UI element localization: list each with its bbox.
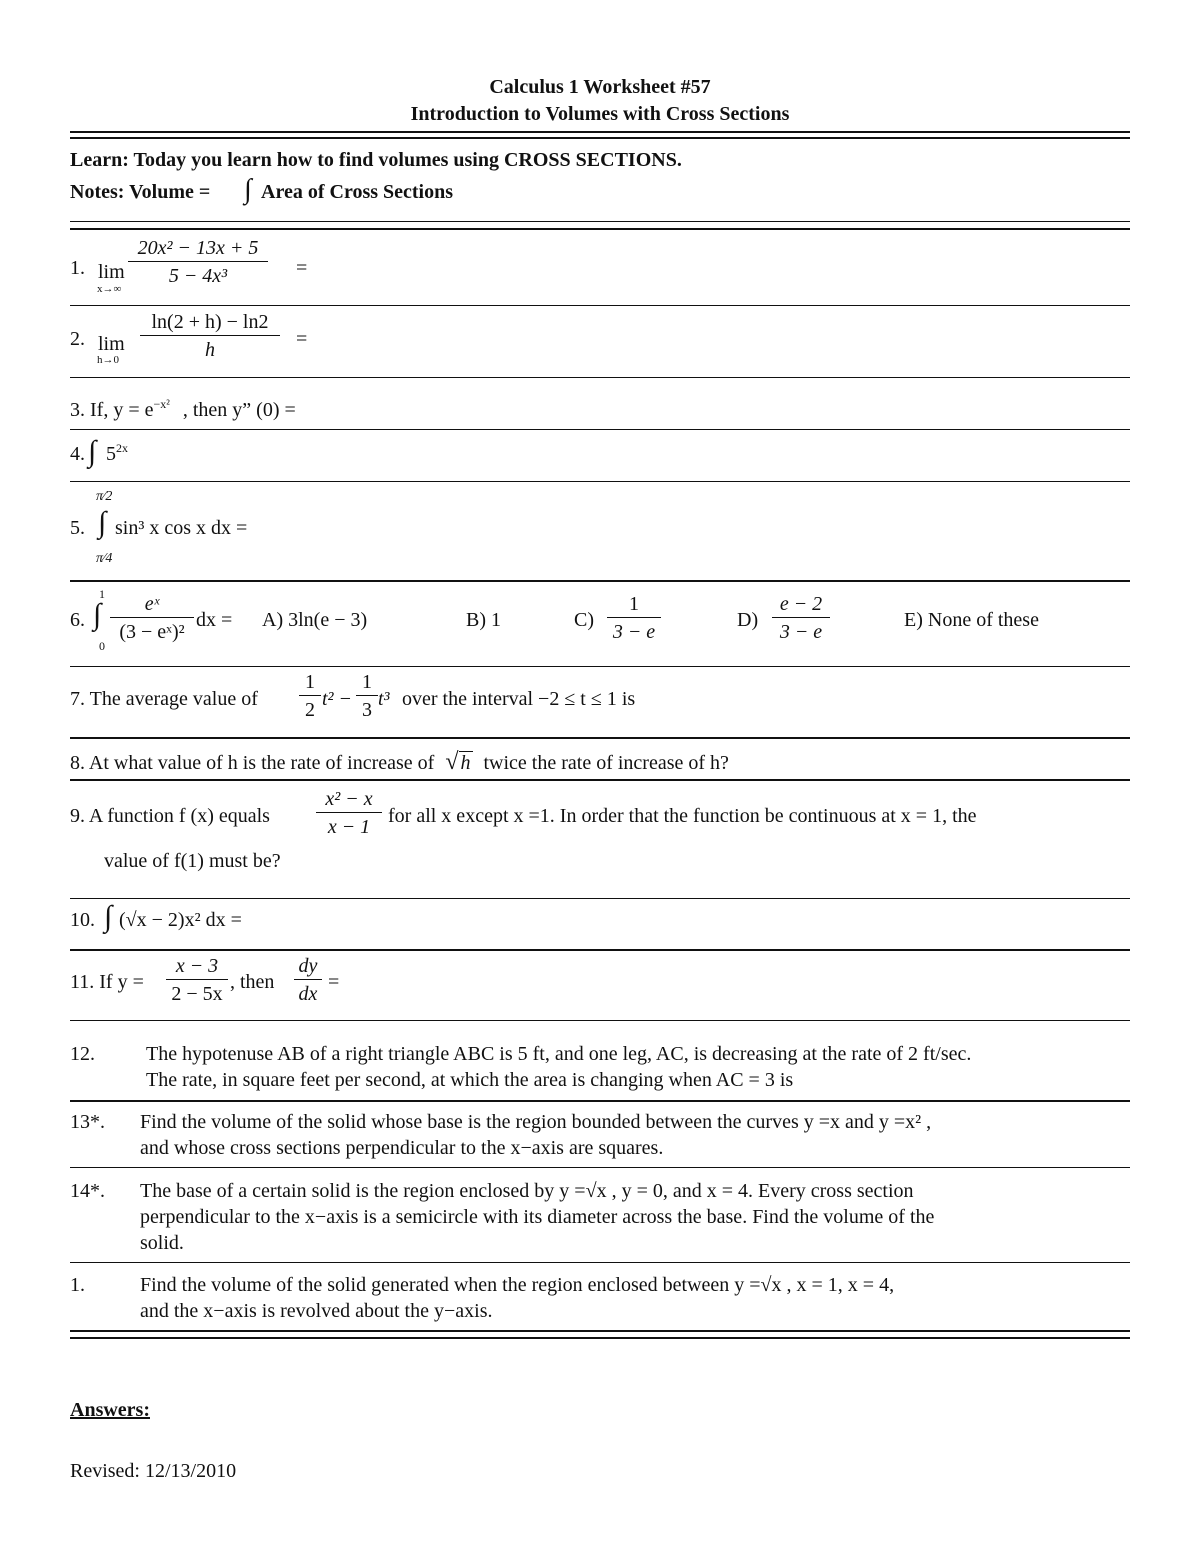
problem-10-body: (√x − 2)x² dx = <box>119 909 242 931</box>
numerator: dy <box>294 956 322 980</box>
denominator: x − 1 <box>327 816 371 838</box>
lower-limit: π⁄4 <box>96 551 113 566</box>
problem-9-suffix: for all x except x =1. In order that the function be continuous at x = 1, the <box>388 805 977 827</box>
problem-1-fraction <box>128 238 268 286</box>
sqrt-argument: h <box>460 752 471 774</box>
dx-label: dx = <box>196 609 233 631</box>
problem-3-text: 3. If, y = e <box>70 399 154 421</box>
problem-2-number: 2. <box>70 328 85 350</box>
choice-e: E) None of these <box>904 609 1039 631</box>
exponent: 2x <box>116 441 128 455</box>
learn-text: Learn: Today you learn how to find volumes using CROSS SECTIONS. <box>70 149 682 171</box>
problem-15-line1: Find the volume of the solid generated when the region enclosed between y =√x , x = 1, x = 4, <box>140 1274 895 1296</box>
numerator: x² − x <box>316 789 382 813</box>
problem-14-number: 14*. <box>70 1180 105 1202</box>
problem-4-expression <box>106 441 128 465</box>
fraction-third <box>356 672 378 720</box>
divider <box>70 666 1130 667</box>
numerator: eˣ <box>110 594 194 618</box>
numerator: 1 <box>356 672 378 696</box>
derivative-fraction <box>294 956 322 1004</box>
problem-13-number: 13*. <box>70 1111 105 1133</box>
denominator: 5 − 4x³ <box>168 265 228 287</box>
numerator: 1 <box>299 672 321 696</box>
problem-7-suffix: over the interval −2 ≤ t ≤ 1 is <box>402 688 636 710</box>
fraction-half <box>299 672 321 720</box>
notes-prefix: Notes: Volume = <box>70 181 211 203</box>
problem-12-number: 12. <box>70 1043 95 1065</box>
limit-subscript: x→∞ <box>97 283 122 295</box>
problem-3-rest: , then y” (0) = <box>182 399 296 421</box>
numerator: x − 3 <box>166 956 228 980</box>
problem-6-fraction <box>110 594 194 642</box>
problem-11-prefix: 11. If y = <box>70 971 144 993</box>
choice-c-label: C) <box>574 609 594 631</box>
divider <box>70 429 1130 430</box>
problem-3 <box>70 397 296 421</box>
problem-14-line1: The base of a certain solid is the region enclosed by y =√x , y = 0, and x = 4. Every cross section <box>140 1180 914 1202</box>
worksheet-title: Calculus 1 Worksheet #57 <box>489 76 711 98</box>
problem-5-number: 5. <box>70 517 85 539</box>
divider <box>70 949 1130 951</box>
denominator: dx <box>298 983 318 1005</box>
t-squared-term: t² − <box>322 688 353 710</box>
equals-sign: = <box>296 328 308 350</box>
problem-14-line3: solid. <box>140 1232 184 1254</box>
integral-sign: ∫ <box>104 900 113 933</box>
denominator: (3 − eˣ)² <box>119 621 185 643</box>
divider <box>70 1167 1130 1168</box>
divider <box>70 137 1130 139</box>
upper-limit: π⁄2 <box>96 489 113 504</box>
integral-sign: ∫ <box>88 435 97 468</box>
divider <box>70 221 1130 222</box>
problem-8-suffix: twice the rate of increase of h? <box>483 752 729 774</box>
denominator: 3 − e <box>779 621 823 643</box>
divider <box>70 1337 1130 1339</box>
divider <box>70 1020 1130 1021</box>
equals-sign: = <box>296 257 308 279</box>
problem-9-line2: value of f(1) must be? <box>104 850 281 872</box>
problem-8-prefix: 8. At what value of h is the rate of increase of <box>70 752 435 774</box>
t-cubed-term: t³ <box>378 688 390 710</box>
problem-9-fraction <box>316 789 382 837</box>
divider <box>70 481 1130 482</box>
divider <box>70 580 1130 582</box>
numerator: 1 <box>607 594 661 618</box>
exponent: −x² <box>153 397 170 411</box>
problem-11-then: , then <box>230 971 275 993</box>
problem-1-number: 1. <box>70 257 85 279</box>
problem-13-line2: and whose cross sections perpendicular to the x−axis are squares. <box>140 1137 664 1159</box>
divider <box>70 898 1130 899</box>
denominator: h <box>205 339 215 361</box>
problem-8 <box>70 750 729 774</box>
choice-c-fraction <box>607 594 661 642</box>
problem-2-fraction <box>140 312 280 360</box>
divider <box>70 1330 1130 1332</box>
denominator: 3 − e <box>612 621 656 643</box>
divider <box>70 131 1130 133</box>
upper-limit: 1 <box>99 587 105 601</box>
problem-15-line2: and the x−axis is revolved about the y−axis. <box>140 1300 493 1322</box>
divider <box>70 305 1130 306</box>
problem-14-line2: perpendicular to the x−axis is a semicircle with its diameter across the base. Find the volume of the <box>140 1206 935 1228</box>
problem-7-prefix: 7. The average value of <box>70 688 258 710</box>
divider <box>70 737 1130 739</box>
sqrt-icon: √ <box>445 749 459 775</box>
base: 5 <box>106 443 116 465</box>
worksheet-subtitle: Introduction to Volumes with Cross Sections <box>410 103 790 125</box>
revised-date: Revised: 12/13/2010 <box>70 1460 237 1482</box>
problem-6-number: 6. <box>70 609 85 631</box>
integral-sign: ∫ <box>98 506 107 539</box>
problem-9-prefix: 9. A function f (x) equals <box>70 805 270 827</box>
numerator: ln(2 + h) − ln2 <box>140 312 280 336</box>
denominator: 3 <box>362 699 372 721</box>
notes-suffix: Area of Cross Sections <box>261 181 454 203</box>
problem-12-line1: The hypotenuse AB of a right triangle ABC is 5 ft, and one leg, AC, is decreasing at the rate of 2 ft/sec. <box>146 1043 972 1065</box>
choice-d-label: D) <box>737 609 759 631</box>
problem-5-body: sin³ x cos x dx = <box>115 517 248 539</box>
divider <box>70 377 1130 378</box>
choice-a: A) 3ln(e − 3) <box>262 609 368 631</box>
problem-11-fraction <box>166 956 228 1004</box>
answers-heading: Answers: <box>70 1399 150 1421</box>
lower-limit: 0 <box>99 639 105 653</box>
problem-15-number: 1. <box>70 1274 85 1296</box>
problem-13-line1: Find the volume of the solid whose base is the region bounded between the curves y =x and y =x² , <box>140 1111 932 1133</box>
limit-label: lim <box>98 333 125 355</box>
numerator: 20x² − 13x + 5 <box>128 238 268 262</box>
denominator: 2 <box>305 699 315 721</box>
numerator: e − 2 <box>772 594 830 618</box>
equals-sign: = <box>328 971 340 993</box>
divider <box>70 1262 1130 1263</box>
problem-10-number: 10. <box>70 909 95 931</box>
problem-12-line2: The rate, in square feet per second, at which the area is changing when AC = 3 is <box>146 1069 794 1091</box>
divider <box>70 1100 1130 1102</box>
integral-sign: ∫ <box>93 598 102 631</box>
problem-4-number: 4. <box>70 443 85 465</box>
denominator: 2 − 5x <box>171 983 223 1005</box>
choice-d-fraction <box>772 594 830 642</box>
integral-sign: ∫ <box>244 174 252 205</box>
choice-b: B) 1 <box>466 609 501 631</box>
limit-label: lim <box>98 261 125 283</box>
limit-subscript: h→0 <box>97 354 119 366</box>
divider <box>70 779 1130 781</box>
divider <box>70 228 1130 230</box>
